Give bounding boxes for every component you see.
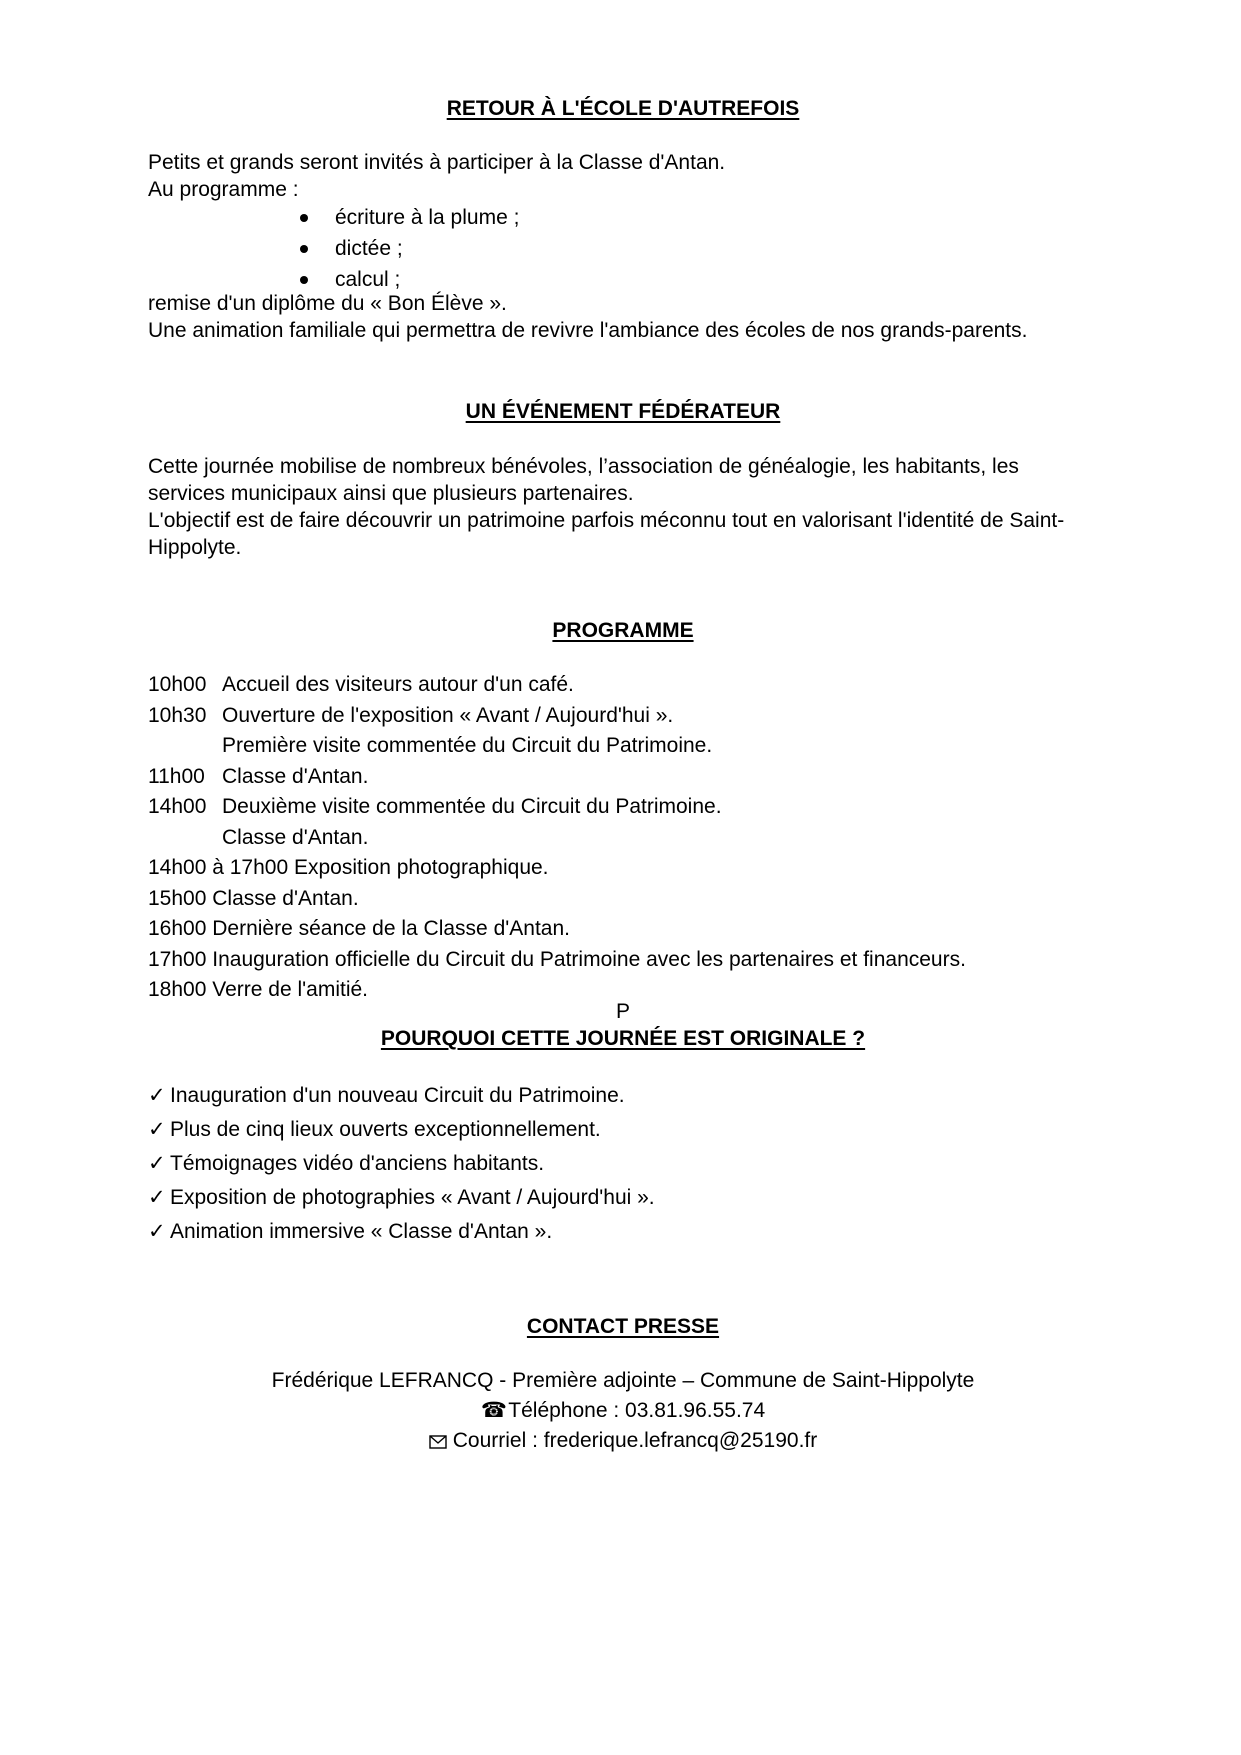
list-item-text: Animation immersive « Classe d'Antan ». — [170, 1220, 553, 1243]
schedule-text: Dernière séance de la Classe d'Antan. — [212, 917, 570, 940]
schedule-text: Accueil des visiteurs autour d'un café. — [222, 673, 574, 696]
schedule-text: Classe d'Antan. — [212, 886, 359, 910]
schedule-text: Exposition photographique. — [293, 856, 549, 879]
schedule-time: 11h00 — [148, 764, 205, 788]
list-item-text: Plus de cinq lieux ouverts exceptionnellement. — [170, 1118, 601, 1141]
contact-phone-line — [148, 1397, 1098, 1424]
schedule-time: 14h00 à 17h00 — [148, 856, 289, 879]
document-page — [148, 0, 1098, 1755]
section-title-contact: CONTACT PRESSE — [526, 1315, 720, 1338]
after-line-1: remise d'un diplôme du « Bon Élève ». — [148, 292, 507, 315]
bullet-icon — [300, 276, 308, 284]
list-item — [298, 202, 519, 233]
contact-mail-text[interactable]: Courriel : frederique.lefrancq@25190.fr — [452, 1429, 818, 1452]
list-item-text: Témoignages vidéo d'anciens habitants. — [170, 1152, 545, 1175]
schedule-text: Classe d'Antan. — [222, 764, 369, 788]
schedule-text: Classe d'Antan. — [222, 825, 369, 849]
schedule-time: 14h00 — [148, 795, 207, 818]
schedule-time: 17h00 — [148, 947, 207, 971]
schedule-row — [148, 792, 1098, 823]
list-item — [298, 233, 519, 264]
after-line-2: Une animation familiale qui permettra de revivre l'ambiance des écoles de nos grands-parents. — [148, 319, 1028, 342]
contact-mail-line — [148, 1427, 1098, 1454]
intro-line-1: Petits et grands seront invités à participer à la Classe d'Antan. — [148, 151, 726, 174]
checkmark-icon: ✓ — [148, 1185, 166, 1209]
checkmark-icon: ✓ — [148, 1151, 166, 1175]
checkmark-icon: ✓ — [148, 1117, 166, 1141]
schedule-time: 16h00 — [148, 917, 207, 940]
activity-bullet-list — [298, 202, 519, 295]
bullet-icon — [300, 214, 308, 222]
schedule-row — [148, 731, 1098, 762]
stray-letter: P — [615, 1000, 630, 1023]
federateur-paragraph — [148, 453, 1098, 561]
schedule-row — [148, 914, 1098, 945]
bullet-icon — [300, 245, 308, 253]
list-item-text: calcul ; — [335, 268, 401, 291]
programme-schedule — [148, 670, 1098, 1006]
section-title-ecole: RETOUR À L'ÉCOLE D'AUTREFOIS — [446, 97, 800, 120]
schedule-time: 18h00 — [148, 978, 207, 1001]
schedule-row — [148, 884, 1098, 915]
paragraph-text: Cette journée mobilise de nombreux bénévoles, l’association de généalogie, les habitants, les services municipaux ainsi que plusieurs partenaires. — [148, 455, 1019, 505]
schedule-text: Première visite commentée du Circuit du Patrimoine. — [222, 734, 713, 757]
list-item — [148, 1112, 655, 1146]
schedule-text: Inauguration officielle du Circuit du Patrimoine avec les partenaires et financeurs. — [212, 947, 966, 971]
schedule-row — [148, 701, 1098, 732]
schedule-text: Verre de l'amitié. — [212, 978, 368, 1001]
list-item — [148, 1180, 655, 1214]
list-item — [148, 1078, 655, 1112]
checkmark-icon: ✓ — [148, 1083, 166, 1107]
telephone-icon: ☎ — [480, 1398, 507, 1422]
schedule-row — [148, 853, 1098, 884]
contact-phone-text: Téléphone : 03.81.96.55.74 — [508, 1399, 766, 1422]
list-item — [148, 1146, 655, 1180]
schedule-row — [148, 762, 1098, 793]
highlights-checklist — [148, 1078, 655, 1248]
paragraph-text: L'objectif est de faire découvrir un patrimoine parfois méconnu tout en valorisant l'identité de Saint-Hippolyte. — [148, 509, 1065, 559]
list-item — [148, 1214, 655, 1248]
contact-name-line: Frédérique LEFRANCQ - Première adjointe – Commune de Saint-Hippolyte — [271, 1369, 975, 1392]
list-item-text: écriture à la plume ; — [335, 206, 520, 229]
section-title-originale: POURQUOI CETTE JOURNÉE EST ORIGINALE ? — [380, 1027, 866, 1050]
list-item-text: Inauguration d'un nouveau Circuit du Patrimoine. — [170, 1084, 625, 1107]
section-title-programme: PROGRAMME — [552, 619, 694, 642]
schedule-row — [148, 945, 1098, 976]
schedule-time: 10h30 — [148, 703, 207, 727]
schedule-text: Deuxième visite commentée du Circuit du Patrimoine. — [222, 795, 722, 818]
section-title-federateur: UN ÉVÉNEMENT FÉDÉRATEUR — [465, 400, 781, 423]
list-item-text: dictée ; — [335, 237, 403, 260]
checkmark-icon: ✓ — [148, 1219, 166, 1243]
schedule-text: Ouverture de l'exposition « Avant / Aujourd'hui ». — [222, 703, 674, 727]
list-item-text: Exposition de photographies « Avant / Aujourd'hui ». — [170, 1186, 655, 1209]
schedule-row — [148, 670, 1098, 701]
intro-line-2: Au programme : — [148, 178, 299, 201]
schedule-row — [148, 823, 1098, 854]
schedule-time: 10h00 — [148, 673, 207, 696]
envelope-icon — [429, 1435, 447, 1449]
schedule-time: 15h00 — [148, 886, 207, 910]
